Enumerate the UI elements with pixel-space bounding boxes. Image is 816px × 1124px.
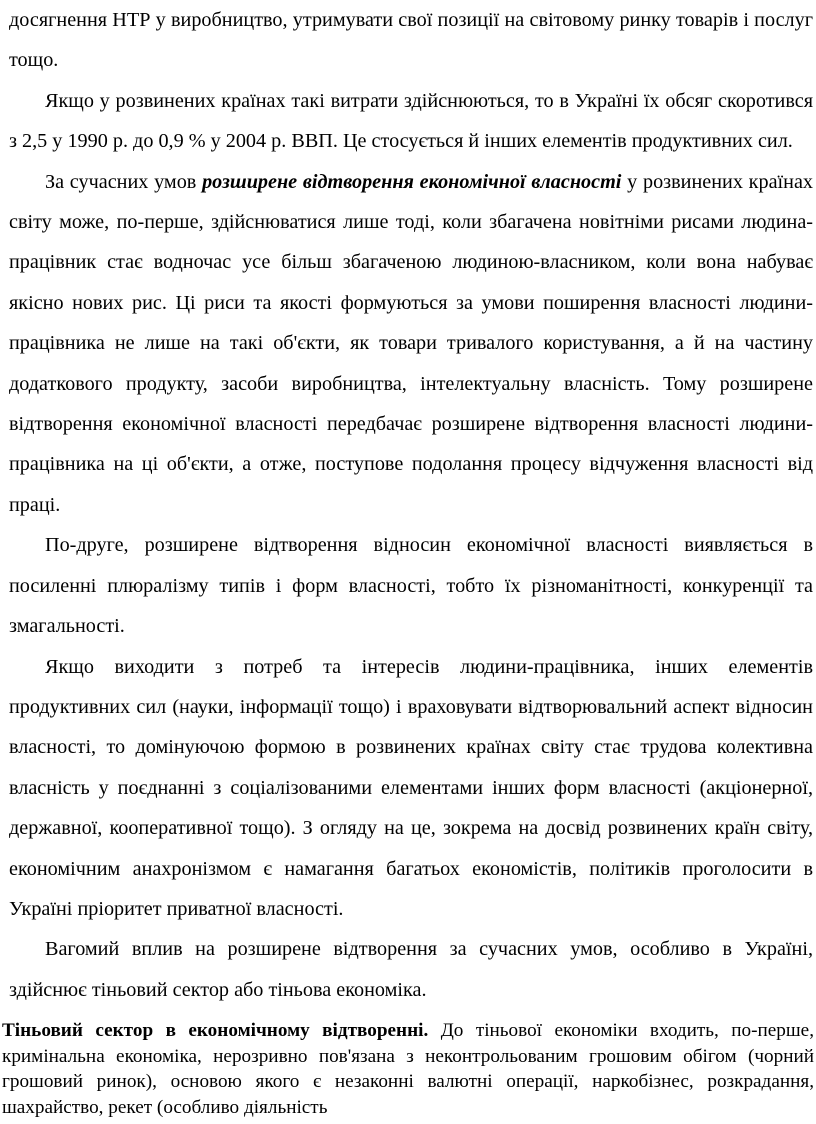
paragraph-extended-reproduction — [9, 162, 813, 526]
body-text — [9, 0, 813, 1010]
emphasized-term: розширене відтворення економічної власності — [202, 170, 622, 193]
section-paragraph — [2, 1018, 814, 1120]
paragraph-rd-spending: Якщо у розвинених країнах такі витрати здійснюються, то в Україні їх обсяг скоротився з 2,5 у 1990 р. до 0,9 % у 2004 р. ВВП. Це стосується й інших елементів продуктивних сил. — [9, 89, 813, 153]
paragraph-collective-property: Якщо виходити з потреб та інтересів людини-працівника, інших елементів продуктивних сил (науки, інформації тощо) і враховувати відтворювальний аспект відносин власності, то домінуючою формою в розвинених країнах світу стає трудова колективна власність у поєднанні з соціалізованими елементами інших форм власності (акціонерної, державної, кооперативної тощо). З огляду на це, зокрема на досвід розвинених країн світу, економічним анахронізмом є намагання багатьох економістів, політиків проголосити в Україні пріоритет приватної власності. — [9, 655, 813, 920]
paragraph-continuation: досягнення НТР у виробництво, утримувати свої позиції на світовому ринку товарів і послуг тощо. — [9, 9, 813, 72]
section-text: До тіньової економіки входить, по-перше, кримінальна економіка, нерозривно пов'язана з неконтрольованим грошовим обігом (чорний грошовий ринок), основою якого є незаконні валютні операції, наркобізнес, розкрадання, шахрайство, рекет (особливо діяльність — [2, 1020, 814, 1118]
shadow-sector-section — [2, 1018, 814, 1120]
section-heading: Тіньовий сектор в економічному відтворенні. — [2, 1020, 429, 1041]
paragraph-shadow-intro: Вагомий вплив на розширене відтворення за сучасних умов, особливо в Україні, здійснює тіньовий сектор або тіньова економіка. — [9, 938, 813, 1001]
paragraph-pluralism: По-друге, розширене відтворення відносин економічної власності виявляється в посиленні плюралізму типів і форм власності, тобто їх різноманітності, конкуренції та змагальності. — [9, 534, 813, 638]
paragraph-lead-text: За сучасних умов — [45, 170, 203, 193]
paragraph-rest-text: у розвинених країнах світу може, по-перше, здійснюватися лише тоді, коли збагачена новітніми рисами людина-працівник стає водночас усе більш збагаченою людиною-власником, коли вона набуває якісно нових рис. Ці риси та якості формуються за умови поширення власності людини-працівника не лише на такі об'єкти, як товари тривалого користування, а й на частину додаткового продукту, засоби виробництва, інтелектуальну власність. Тому розширене відтворення економічної власності передбачає розширене відтворення власності людини-працівника на ці об'єкти, а отже, поступове подолання процесу відчуження власності від праці. — [9, 170, 813, 516]
